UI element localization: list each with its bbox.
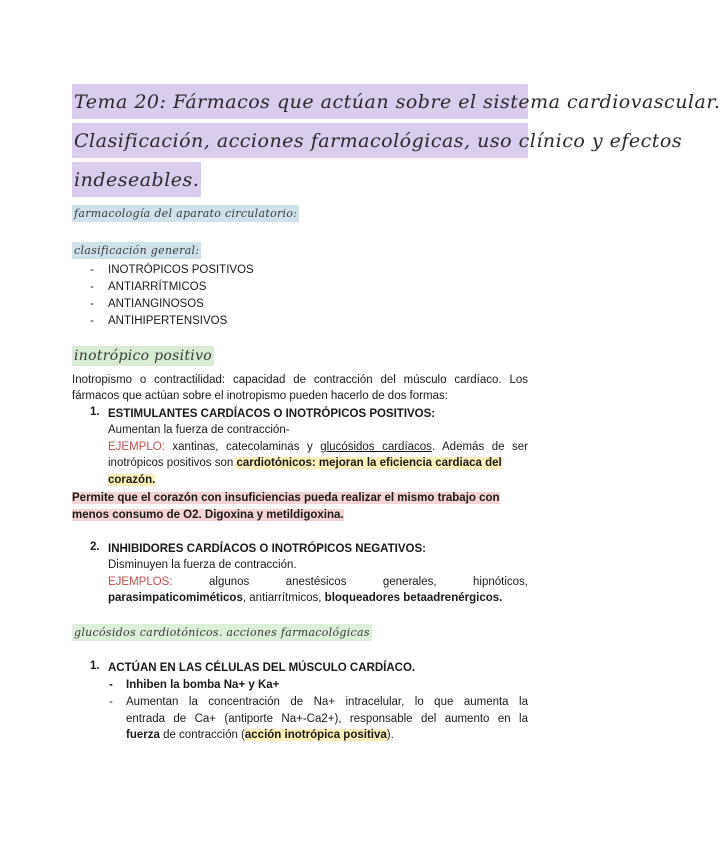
example-line-2: inotrópicos positivos son cardiotónicos: mejoran la eficiencia cardiaca del	[108, 457, 502, 469]
item-title-inhibidores: INHIBIDORES CARDÍACOS O INOTRÓPICOS NEGATIVOS:	[108, 543, 426, 555]
example-line-2: parasimpaticomiméticos, antiarrítmicos, bloqueadores betaadrenérgicos.	[108, 592, 503, 604]
classification-list	[90, 262, 254, 330]
list-item: - ANTIARRÍTMICOS	[90, 279, 254, 296]
sub-item: - Inhiben la bomba Na+ y Ka+	[109, 679, 280, 691]
title-line-2: Clasificación, acciones farmacológicas, uso clínico y efectos	[72, 123, 528, 158]
highlight-accion-inotropica: acción inotrópica positiva	[244, 729, 387, 741]
item-desc: Disminuyen la fuerza de contracción.	[108, 559, 297, 571]
intro-line-2: fármacos que actúan sobre el inotropismo pueden hacerlo de dos formas:	[72, 390, 448, 402]
item-desc: Aumentan la fuerza de contracción-	[108, 424, 290, 436]
example-line-3: corazón.	[108, 474, 156, 486]
list-item: - ANTIHIPERTENSIVOS	[90, 313, 254, 330]
section-heading-farmacologia: farmacología del aparato circulatorio:	[74, 207, 298, 220]
title-line-1: Tema 20: Fármacos que actúan sobre el sistema cardiovascular.	[72, 84, 528, 119]
note-line-2: menos consumo de O2. Digoxina y metildigoxina.	[72, 509, 344, 521]
section-heading-clasificacion: clasificación general:	[74, 244, 200, 257]
list-item: - INOTRÓPICOS POSITIVOS	[90, 262, 254, 279]
item-title-estimulantes: ESTIMULANTES CARDÍACOS O INOTRÓPICOS POSITIVOS:	[108, 408, 436, 420]
title-line-3: indeseables.	[72, 162, 201, 197]
item-title-actuan: ACTÚAN EN LAS CÉLULAS DEL MÚSCULO CARDÍACO.	[108, 662, 416, 674]
example-line: EJEMPLO: xantinas, catecolaminas y glucósidos cardíacos. Además de ser	[108, 441, 528, 453]
highlight-cardiotonicos: cardiotónicos: mejoran la eficiencia cardiaca del	[236, 457, 502, 469]
item-number: 2.	[90, 541, 100, 553]
section-heading-glucosidos: glucósidos cardiotónicos. acciones farmacológicas	[74, 626, 370, 639]
example-label: EJEMPLOS:	[108, 576, 173, 588]
section-heading-inotropico: inotrópico positivo	[74, 348, 213, 364]
page-title	[72, 84, 720, 201]
example-line: EJEMPLOS: algunos anestésicos generales, hipnóticos,	[108, 576, 528, 588]
sub-item: - Aumentan la concentración de Na+ intracelular, lo que aumenta la entrada de Ca+ (antiporte Na+-Ca2+), responsable del aumento en la fuerza de contracción (acción inotrópica positiva).	[109, 696, 528, 741]
item-number: 1.	[90, 660, 100, 672]
intro-line-1: Inotropismo o contractilidad: capacidad de contracción del músculo cardíaco. Los	[72, 374, 528, 386]
list-item: - ANTIANGINOSOS	[90, 296, 254, 313]
example-label: EJEMPLO:	[108, 441, 165, 453]
example-link: glucósidos cardíacos	[320, 441, 432, 453]
item-number: 1.	[90, 406, 100, 418]
note-line-1: Permite que el corazón con insuficiencias pueda realizar el mismo trabajo con	[72, 492, 500, 504]
